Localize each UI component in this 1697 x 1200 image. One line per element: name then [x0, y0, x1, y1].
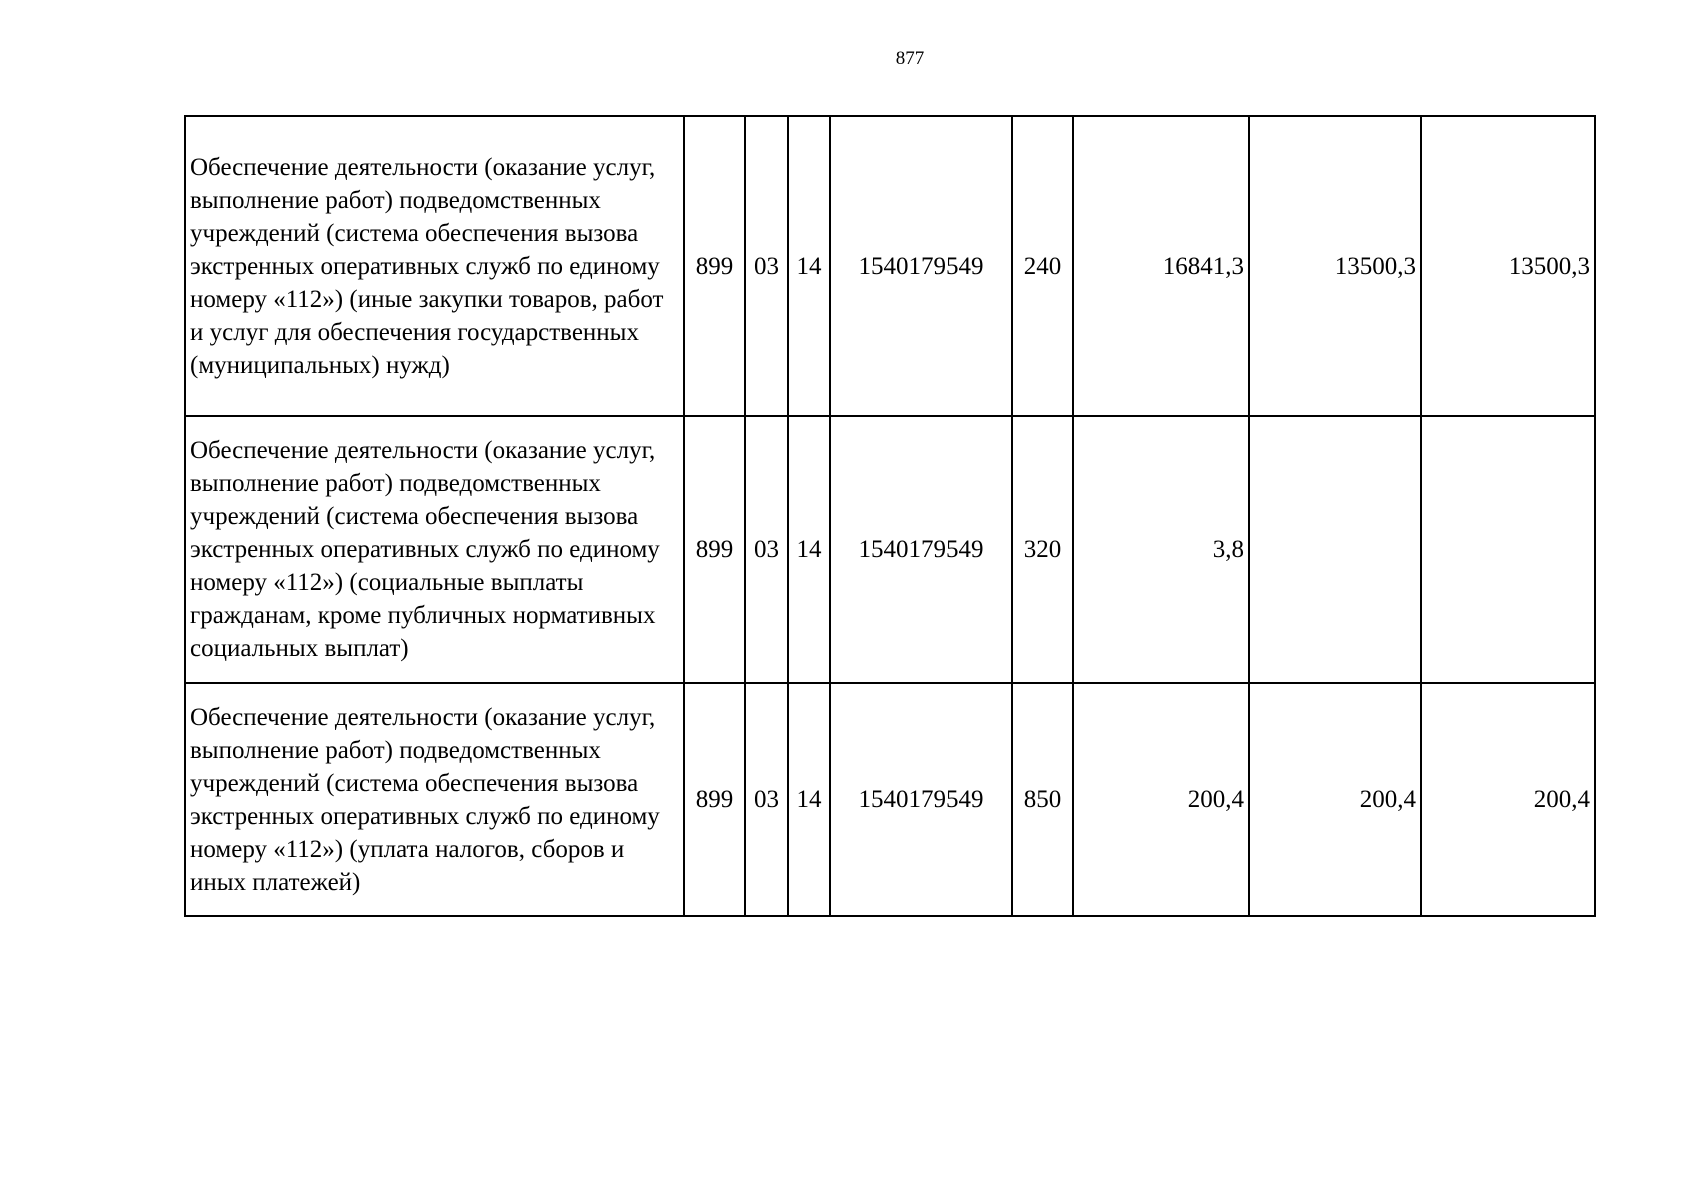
amount-cell	[1421, 416, 1595, 683]
target-article-code: 1540179549	[830, 416, 1012, 683]
row-description: Обеспечение деятельности (оказание услуг, выполнение работ) подведомственных учреждений (система обеспечения вызова экстренных оперативных служб по единому номеру «112») (уплата налогов, сборов и иных платежей)	[185, 683, 684, 916]
amount-cell: 13500,3	[1421, 116, 1595, 416]
amount-cell: 3,8	[1073, 416, 1249, 683]
amount-cell: 200,4	[1421, 683, 1595, 916]
ministry-code: 899	[684, 683, 745, 916]
budget-table	[184, 115, 1596, 917]
section-code: 03	[745, 116, 788, 416]
page-number: 877	[895, 48, 925, 69]
table-row	[185, 416, 1595, 683]
expense-type-code: 240	[1012, 116, 1073, 416]
ministry-code: 899	[684, 116, 745, 416]
table-row	[185, 116, 1595, 416]
amount-cell: 16841,3	[1073, 116, 1249, 416]
amount-cell: 200,4	[1249, 683, 1421, 916]
target-article-code: 1540179549	[830, 683, 1012, 916]
table-row	[185, 683, 1595, 916]
section-code: 03	[745, 683, 788, 916]
subsection-code: 14	[788, 116, 830, 416]
target-article-code: 1540179549	[830, 116, 1012, 416]
ministry-code: 899	[684, 416, 745, 683]
expense-type-code: 850	[1012, 683, 1073, 916]
amount-cell: 13500,3	[1249, 116, 1421, 416]
amount-cell: 200,4	[1073, 683, 1249, 916]
subsection-code: 14	[788, 416, 830, 683]
subsection-code: 14	[788, 683, 830, 916]
amount-cell	[1249, 416, 1421, 683]
section-code: 03	[745, 416, 788, 683]
row-description: Обеспечение деятельности (оказание услуг, выполнение работ) подведомственных учреждений (система обеспечения вызова экстренных оперативных служб по единому номеру «112») (иные закупки товаров, работ и услуг для обеспечения государственных (муниципальных) нужд)	[185, 116, 684, 416]
expense-type-code: 320	[1012, 416, 1073, 683]
row-description: Обеспечение деятельности (оказание услуг, выполнение работ) подведомственных учреждений (система обеспечения вызова экстренных оперативных служб по единому номеру «112») (социальные выплаты гражданам, кроме публичных нормативных социальных выплат)	[185, 416, 684, 683]
